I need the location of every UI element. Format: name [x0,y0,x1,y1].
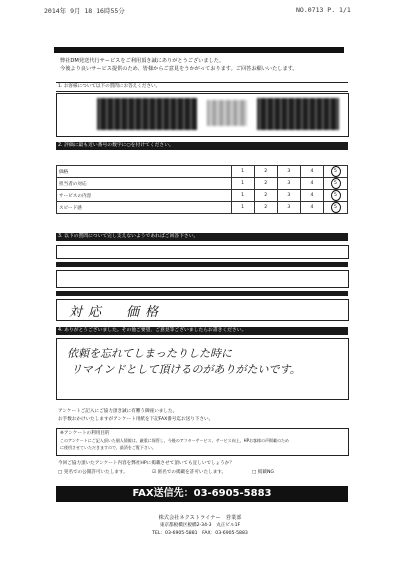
rating-option[interactable]: 4 [300,190,323,202]
q1-title: 1. お客様について以下の質問にお答えください。 [58,84,161,89]
selected-circle: 5 [331,202,341,213]
rating-option[interactable]: 3 [277,202,300,214]
q4-answer-box[interactable] [56,338,349,400]
fax-page-number: NO.0713 P. 1/1 [296,6,351,14]
q3-title: 3. 以下の質問について完し支えないようであればご回答下さい。 [58,234,199,239]
q3-separator-bar [56,291,348,296]
rating-label: 担当者の対応 [57,178,232,190]
handwritten-answer: 対応 価格 [69,305,165,320]
rating-option-selected[interactable] [324,166,348,178]
handwritten-comment-line-1: 依頼を忘れてしまったりした時に [67,347,232,360]
q2-title: 2. 評価に最も近い番号の数字に○を付けてください。 [58,143,174,148]
consent-option-ng[interactable]: □ 掲載NG [252,470,274,475]
rating-option[interactable]: 3 [277,178,300,190]
selected-circle: 5 [331,166,341,177]
q3-answer-row-1[interactable] [56,245,349,259]
rating-label: 価格 [57,166,232,178]
privacy-notice-box [56,428,349,456]
redacted-info-right [257,98,339,130]
selected-circle: 5 [331,178,341,189]
rating-row [57,166,348,178]
q3-answer-row-3[interactable] [56,299,349,321]
rating-option-selected[interactable] [324,190,348,202]
q3-separator-bar [56,262,348,267]
rating-option[interactable]: 2 [254,178,277,190]
privacy-text-1: このアンケートにご記入頂いた個人情報は、厳重に保管し、今後のアフターサービス、サービス向上、HPお客様の声掲載のため [60,438,290,443]
consent-option-real-name[interactable]: □ 実名での公開許可いたします。 [58,470,128,475]
company-contact: TEL：03-6905-5881 FAX：03-6905-5883 [152,531,248,536]
rating-option[interactable]: 2 [254,190,277,202]
rating-option[interactable]: 2 [254,202,277,214]
rating-option[interactable]: 4 [300,202,323,214]
rating-option[interactable]: 1 [231,202,254,214]
rating-option[interactable]: 3 [277,166,300,178]
rating-table [56,165,348,214]
consent-question: 今回ご協力頂いたアンケート内容を弊社HPに掲載させて頂いても宜しいでしょうか？ [58,461,234,466]
q3-answer-row-2[interactable] [56,270,349,288]
rating-option[interactable]: 4 [300,166,323,178]
company-address: 東京都板橋区板橋2-34-3 丸正ビル1F [159,523,241,528]
redacted-info-left [97,98,197,130]
rating-option[interactable]: 1 [231,190,254,202]
q3-header-bar [56,233,348,241]
rating-label: スピード感 [57,202,232,214]
fax-datetime: 2014年 9月 18 16時55分 [44,7,125,15]
rating-option[interactable]: 2 [254,166,277,178]
rating-label: サービスの内容 [57,190,232,202]
consent-option-anonymous[interactable]: ☑ 匿名での掲載を許可いたします。 [152,470,227,475]
rating-option-selected[interactable] [324,202,348,214]
rating-row [57,202,348,214]
rating-option[interactable]: 4 [300,178,323,190]
selected-circle: 5 [331,190,341,201]
fax-number-banner: FAX送信先：03-6905-5883 [56,486,348,502]
redacted-info-mid [207,100,247,126]
rating-row [57,190,348,202]
thanks-note: アンケートご記入にご協力頂き誠に有難う御座いました。 [58,409,178,414]
company-name: 株式会社ネクストライナー 営業部 [158,515,242,521]
intro-line-2: 今後より良いサービス提供のため、皆様からご意見をうかがっております。ご回答お願いいたします。 [60,66,298,72]
q4-title: 4. ありがとうございました。その他ご要望、ご意見等ございましたらお書きください。 [58,328,247,333]
rating-option[interactable]: 1 [231,178,254,190]
divider [56,82,348,83]
privacy-heading: ※アンケートの利用目的 [60,431,110,436]
q4-header-bar [56,327,348,335]
rating-row [57,178,348,190]
intro-line-1: 弊社DM発送代行サービスをご利用頂き誠にありがとうございました。 [60,58,225,64]
customer-info-box [56,93,349,137]
rating-option-selected[interactable] [324,178,348,190]
divider [56,91,348,92]
fax-instruction: お手数おかけいたしますがアンケート用紙を下記FAX番号迄お送り下さい。 [58,417,214,422]
privacy-text-2: に使用させていただきますので、最済をご覧下さい。 [60,445,156,450]
q2-header-bar [56,142,348,150]
rating-option[interactable]: 3 [277,190,300,202]
top-header-bar [54,47,344,53]
handwritten-comment-line-2: リマインドとして頂けるのがありがたいです。 [71,363,301,376]
rating-option[interactable]: 1 [231,166,254,178]
